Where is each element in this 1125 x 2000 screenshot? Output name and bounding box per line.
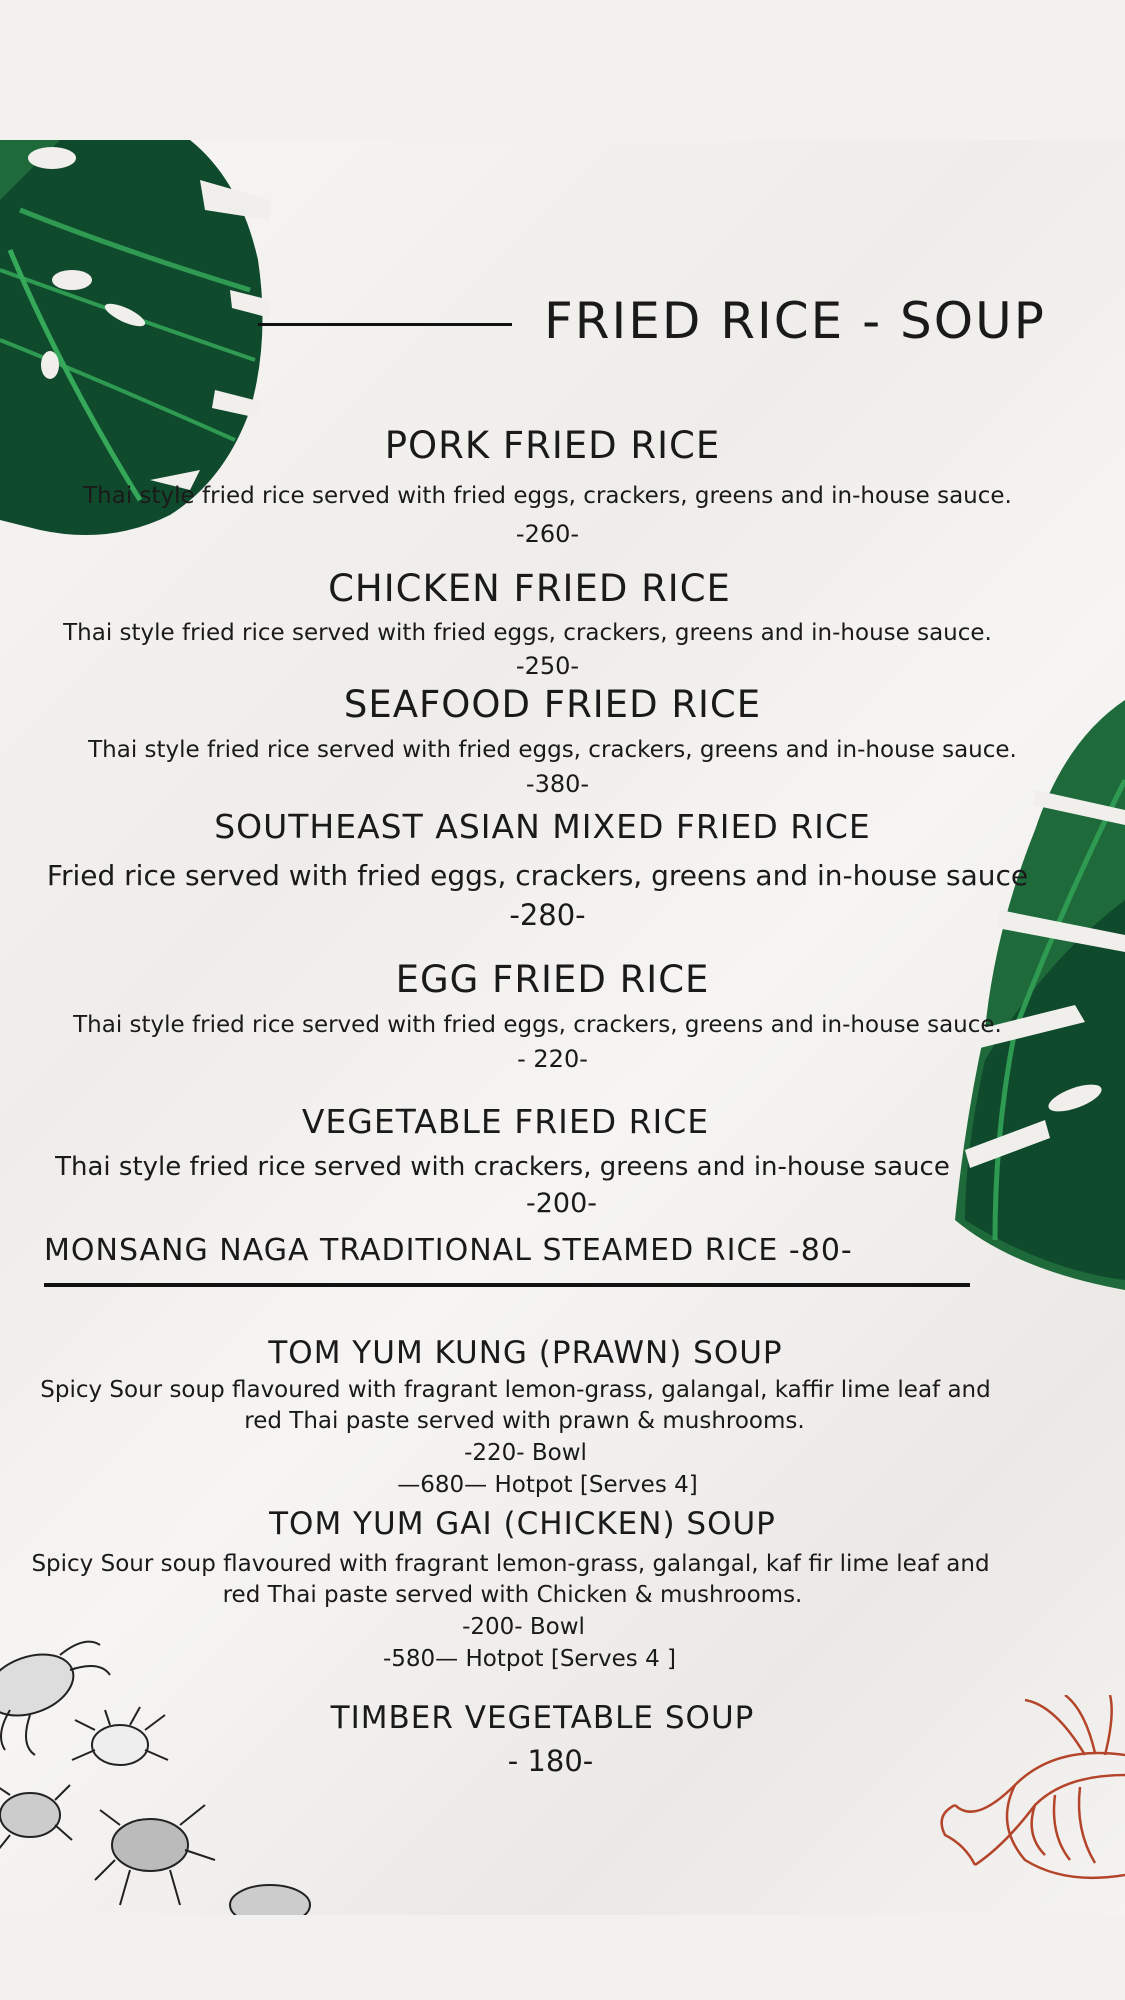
dish-description: Thai style fried rice served with fried eggs, crackers, greens and in-house sauce. <box>73 1012 1002 1038</box>
dish-name: SEAFOOD FRIED RICE <box>343 683 762 726</box>
dish-description: Thai style fried rice served with crackers, greens and in-house sauce <box>55 1152 950 1182</box>
soup-name: TOM YUM GAI (CHICKEN) SOUP <box>269 1506 776 1542</box>
shrimp-illustration <box>935 1695 1125 1895</box>
dish-description: Thai style fried rice served with fried eggs, crackers, greens and in-house sauce. <box>88 737 1017 763</box>
dish-name: CHICKEN FRIED RICE <box>328 567 731 610</box>
dish-name: SOUTHEAST ASIAN MIXED FRIED RICE <box>214 807 871 846</box>
title-rule <box>258 323 512 326</box>
dish-price: -260- <box>515 520 580 548</box>
soup-price-bowl: -200- Bowl <box>462 1614 585 1640</box>
soup-price-hotpot: —680— Hotpot [Serves 4] <box>397 1472 698 1498</box>
soup-price: - 180- <box>507 1744 594 1778</box>
crab-illustration <box>0 1615 330 1915</box>
soup-price-hotpot: -580— Hotpot [Serves 4 ] <box>382 1646 677 1672</box>
soup-description: red Thai paste served with prawn & mushrooms. <box>244 1408 805 1434</box>
dish-price: -250- <box>515 652 580 680</box>
soup-name: TIMBER VEGETABLE SOUP <box>330 1700 755 1736</box>
monstera-leaf-top-left <box>0 140 270 540</box>
soup-description: Spicy Sour soup flavoured with fragrant lemon-grass, galangal, kaf fir lime leaf and <box>31 1551 990 1577</box>
section-divider <box>44 1283 970 1287</box>
dish-price: -200- <box>525 1188 598 1219</box>
steamed-rice-line: MONSANG NAGA TRADITIONAL STEAMED RICE -80- <box>44 1233 853 1268</box>
dish-description: Thai style fried rice served with fried eggs, crackers, greens and in-house sauce. <box>63 620 992 646</box>
soup-price-bowl: -220- Bowl <box>464 1440 587 1466</box>
dish-price: -280- <box>509 898 586 932</box>
dish-name: EGG FRIED RICE <box>395 958 710 1001</box>
dish-price: - 220- <box>517 1045 588 1073</box>
dish-description: Fried rice served with fried eggs, crackers, greens and in-house sauce <box>46 859 1029 892</box>
section-title: FRIED RICE - SOUP <box>544 292 1046 350</box>
dish-price: -380- <box>525 770 590 798</box>
dish-description: Thai style fried rice served with fried eggs, crackers, greens and in-house sauce. <box>83 483 1012 509</box>
soup-name: TOM YUM KUNG (PRAWN) SOUP <box>268 1335 783 1371</box>
dish-name: PORK FRIED RICE <box>384 424 721 467</box>
dish-name: VEGETABLE FRIED RICE <box>301 1102 710 1141</box>
soup-description: Spicy Sour soup flavoured with fragrant lemon-grass, galangal, kaffir lime leaf and <box>40 1377 991 1403</box>
soup-description: red Thai paste served with Chicken & mushrooms. <box>222 1582 803 1608</box>
menu-page <box>0 140 1125 1915</box>
